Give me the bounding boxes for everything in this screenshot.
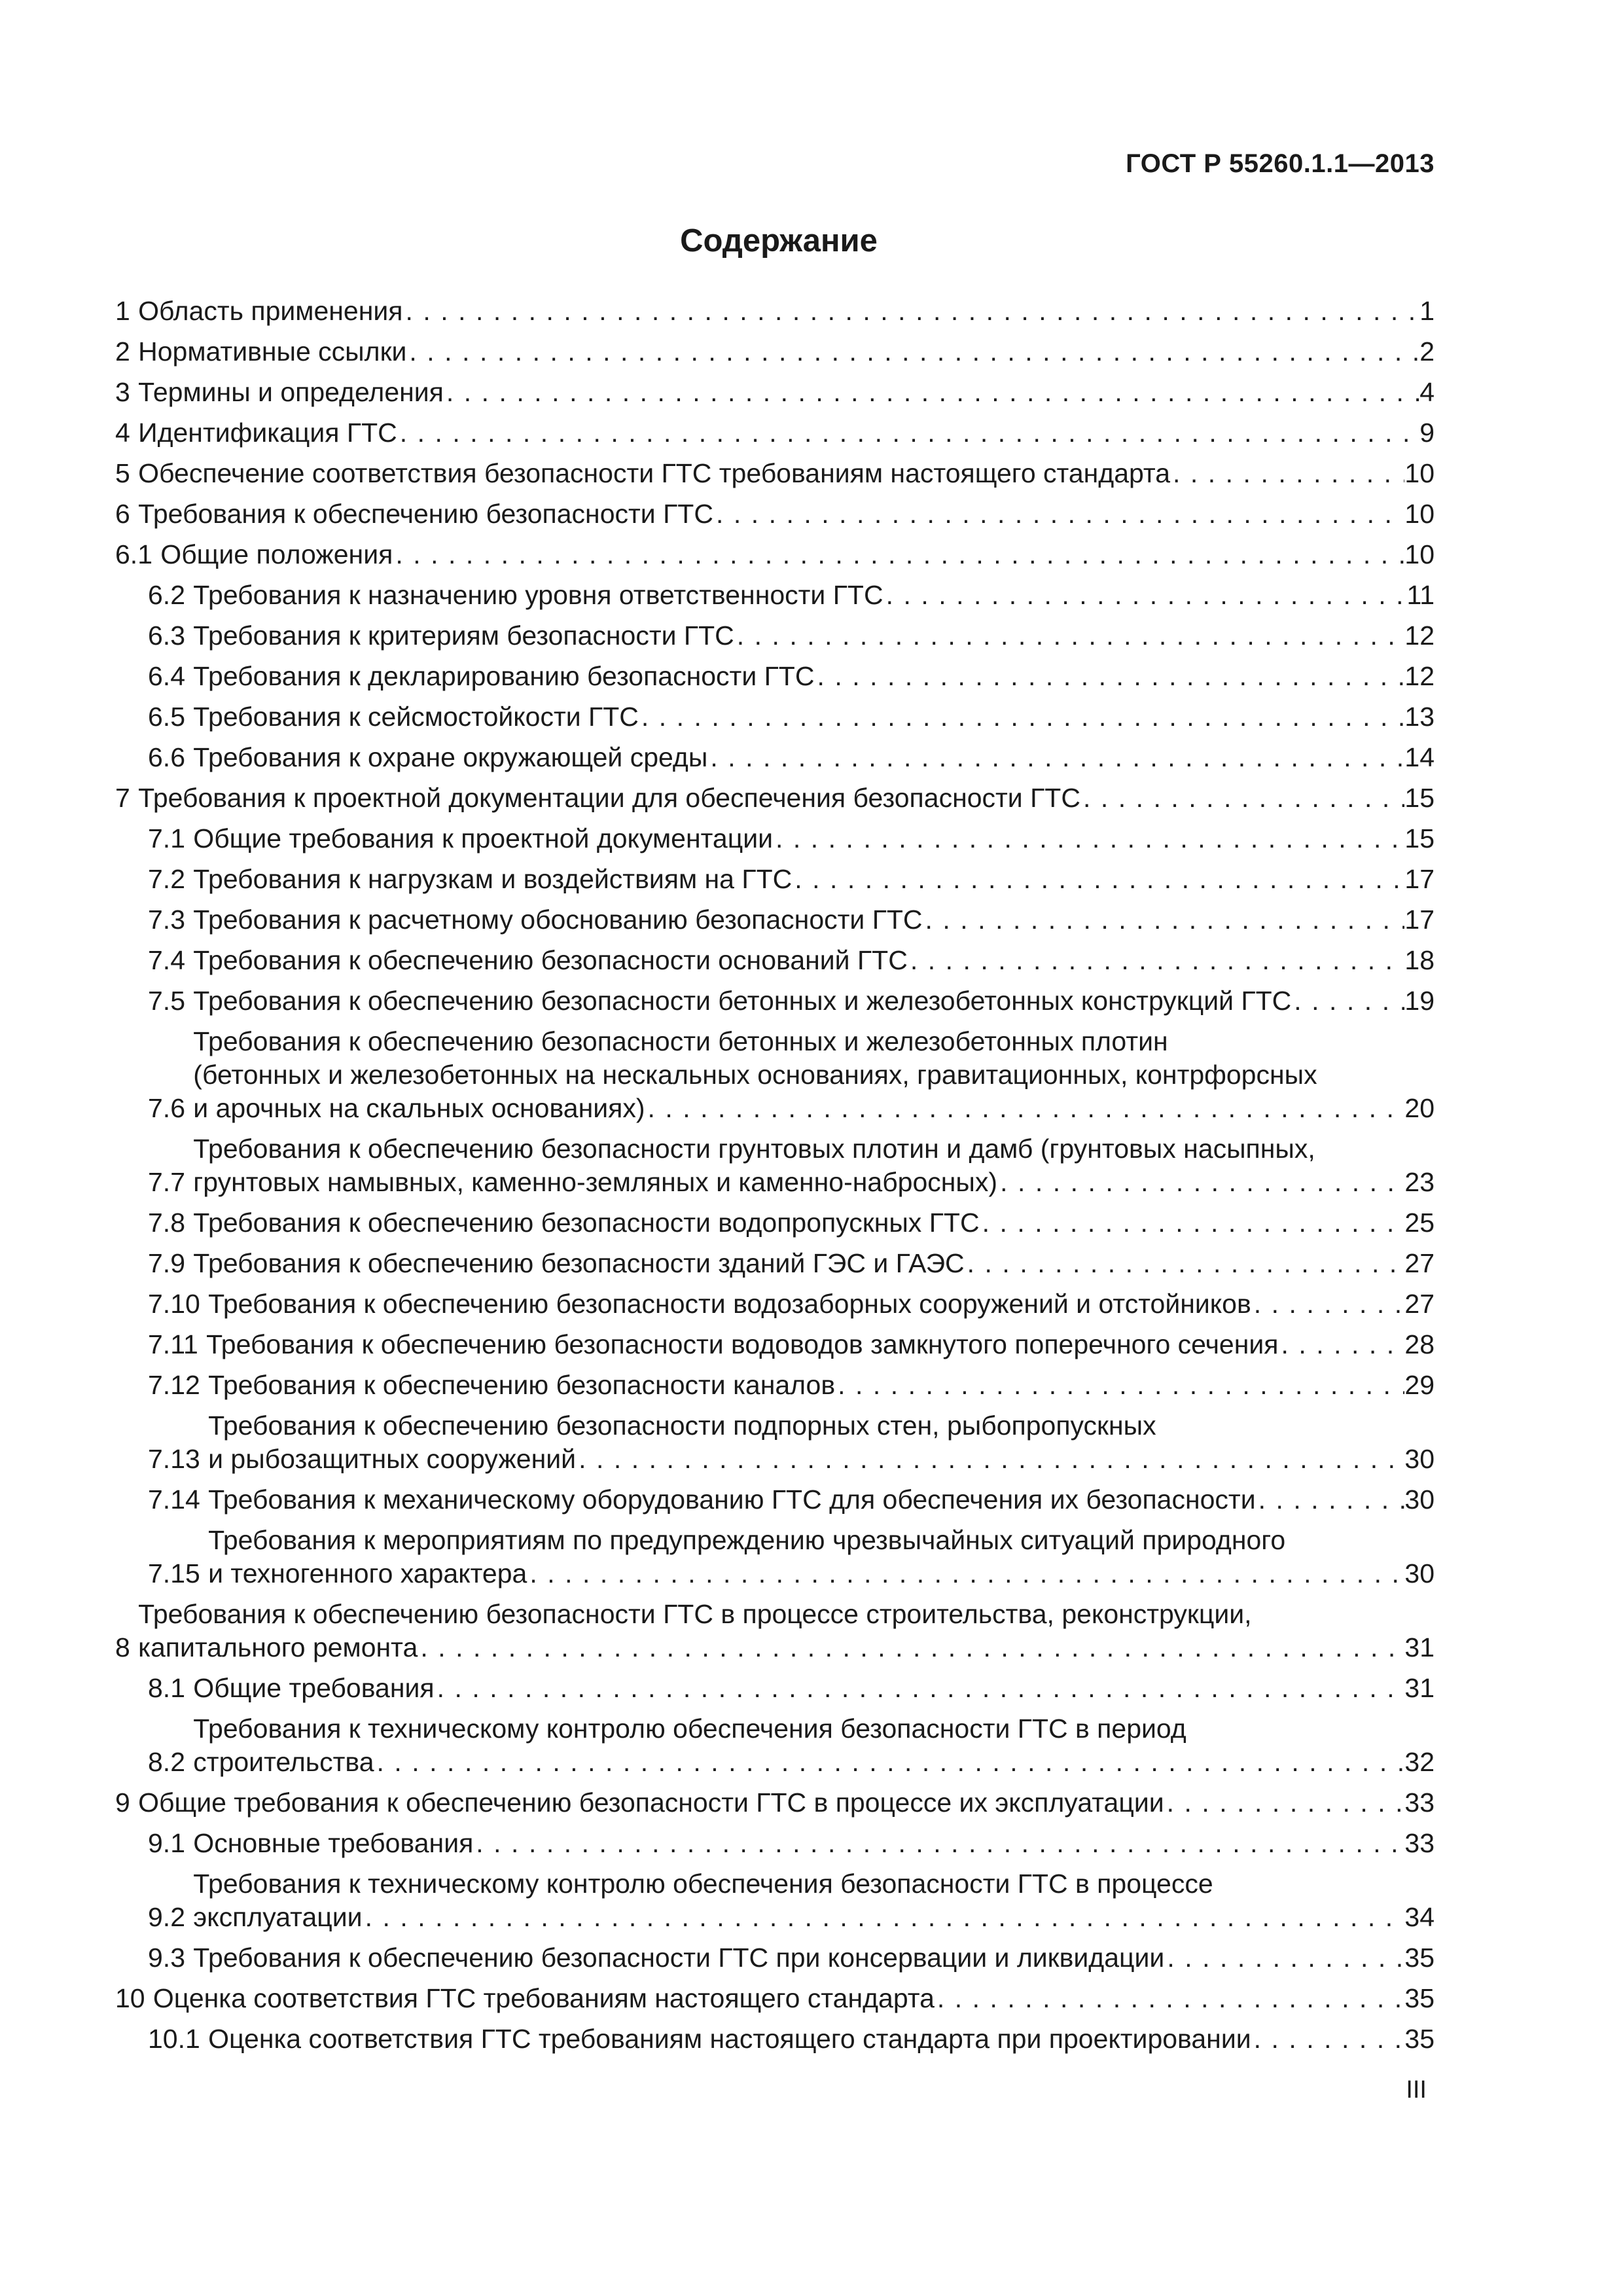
- toc-entry-title: эксплуатации: [193, 1902, 363, 1932]
- toc-entry[interactable]: [115, 1712, 1435, 1779]
- toc-entry-title: Нормативные ссылки: [138, 336, 407, 367]
- dot-leader: [1167, 1941, 1404, 1975]
- dot-leader: [838, 1369, 1404, 1402]
- dot-leader: [925, 903, 1405, 937]
- toc-entry[interactable]: [115, 863, 1435, 896]
- toc-entry-page: 2: [1419, 336, 1435, 367]
- toc-entry-number: 7.3: [148, 905, 185, 935]
- toc-entry-page: 19: [1404, 986, 1435, 1016]
- toc-entry-number: 7.10: [148, 1289, 200, 1319]
- toc-entry-page: 30: [1404, 1558, 1435, 1588]
- toc-entry-number: 9.3: [148, 1943, 185, 1973]
- dot-leader: [1173, 457, 1404, 490]
- toc-entry[interactable]: [115, 1598, 1435, 1664]
- toc-entry-title: Требования к охране окружающей среды: [193, 742, 708, 772]
- toc-entry-title: Требования к декларированию безопасности ГТС: [193, 661, 815, 691]
- toc-entry[interactable]: [115, 781, 1435, 815]
- toc-entry-title: Обеспечение соответствия безопасности ГТС требованиям настоящего стандарта: [138, 458, 1171, 488]
- toc-entry-page: 18: [1404, 945, 1435, 975]
- dot-leader: [910, 944, 1405, 977]
- toc-entry-number: 8.1: [148, 1673, 185, 1703]
- toc-entry-number: 6.6: [148, 742, 185, 772]
- toc-entry-page: 17: [1404, 864, 1435, 894]
- toc-entry[interactable]: [115, 579, 1435, 612]
- toc-entry-page: 10: [1404, 499, 1435, 529]
- toc-entry-title: (бетонных и железобетонных на нескальных основаниях, гравитационных, контрфорсных: [193, 1060, 1317, 1090]
- toc-entry-number: 9.1: [148, 1828, 185, 1858]
- toc-entry[interactable]: [115, 1524, 1435, 1590]
- toc-entry[interactable]: [115, 295, 1435, 328]
- toc-entry[interactable]: [115, 1827, 1435, 1860]
- toc-entry-title: и техногенного характера: [208, 1558, 527, 1588]
- toc-entry[interactable]: [115, 984, 1435, 1018]
- toc-entry-number: 6.2: [148, 580, 185, 610]
- toc-entry-number: 6.3: [148, 620, 185, 651]
- toc-entry-page: 35: [1404, 1983, 1435, 2013]
- toc-entry-number: 7.1: [148, 823, 185, 853]
- toc-entry[interactable]: [115, 1941, 1435, 1975]
- dot-leader: [794, 863, 1404, 896]
- toc-entry-number: 6.1: [115, 539, 152, 569]
- dot-leader: [982, 1206, 1405, 1240]
- toc-entry-page: 25: [1404, 1208, 1435, 1238]
- dot-leader: [886, 579, 1407, 612]
- toc-entry-page: 23: [1404, 1167, 1435, 1197]
- dot-leader: [1000, 1166, 1404, 1199]
- toc-entry[interactable]: [115, 1328, 1435, 1361]
- toc-entry-title: Требования к обеспечению безопасности каналов: [208, 1370, 836, 1400]
- toc-entry-title: Термины и определения: [138, 377, 444, 407]
- toc-entry-number: 7.8: [148, 1208, 185, 1238]
- toc-entry-page: 15: [1404, 783, 1435, 813]
- toc-entry-title: Требования к обеспечению безопасности ГТС при консервации и ликвидации: [193, 1943, 1165, 1973]
- toc-entry-page: 35: [1404, 1943, 1435, 1973]
- toc-entry-number: 7.2: [148, 864, 185, 894]
- dot-leader: [405, 295, 1419, 328]
- toc-entry-page: 34: [1404, 1902, 1435, 1932]
- toc-entry[interactable]: [115, 822, 1435, 855]
- toc-entry-title: Требования к обеспечению безопасности ГТС: [138, 499, 713, 529]
- toc-entry[interactable]: [115, 335, 1435, 368]
- table-of-contents: [115, 295, 1435, 2056]
- toc-entry-title: Требования к обеспечению безопасности водопропускных ГТС: [193, 1208, 980, 1238]
- toc-entry[interactable]: [115, 741, 1435, 774]
- toc-entry-title: Требования к техническому контролю обеспечения безопасности ГТС в процессе: [193, 1869, 1213, 1899]
- toc-entry-page: 35: [1404, 2024, 1435, 2054]
- toc-entry-page: 13: [1404, 702, 1435, 732]
- toc-entry-page: 31: [1404, 1673, 1435, 1703]
- toc-entry-page: 30: [1404, 1444, 1435, 1474]
- toc-entry-title: Общие требования к обеспечению безопасности ГТС в процессе их эксплуатации: [138, 1787, 1164, 1818]
- toc-entry[interactable]: [115, 1206, 1435, 1240]
- dot-leader: [437, 1672, 1405, 1705]
- toc-entry-title: и арочных на скальных основаниях): [193, 1093, 645, 1123]
- toc-entry-number: 9: [115, 1787, 130, 1818]
- page-title: Содержание: [680, 223, 878, 259]
- toc-entry-number: 10: [115, 1983, 145, 2013]
- toc-entry[interactable]: [115, 944, 1435, 977]
- toc-entry-title: капитального ремонта: [138, 1632, 418, 1662]
- dot-leader: [1083, 781, 1404, 815]
- toc-entry-title: Требования к мероприятиям по предупреждению чрезвычайных ситуаций природного: [208, 1525, 1286, 1555]
- toc-entry-page: 28: [1404, 1329, 1435, 1359]
- toc-entry[interactable]: [115, 1483, 1435, 1516]
- toc-entry-title: Требования к обеспечению безопасности бетонных и железобетонных конструкций ГТС: [193, 986, 1292, 1016]
- toc-entry-page: 32: [1404, 1747, 1435, 1777]
- toc-entry-title: Требования к обеспечению безопасности подпорных стен, рыбопропускных: [208, 1410, 1156, 1441]
- toc-entry-page: 30: [1404, 1484, 1435, 1515]
- toc-entry-title: Общие требования: [193, 1673, 435, 1703]
- dot-leader: [1258, 1483, 1405, 1516]
- dot-leader: [1281, 1328, 1404, 1361]
- toc-entry[interactable]: [115, 2022, 1435, 2056]
- dot-leader: [446, 376, 1419, 409]
- toc-entry-page: 12: [1404, 661, 1435, 691]
- toc-entry-page: 10: [1404, 539, 1435, 569]
- toc-entry-number: 7.12: [148, 1370, 200, 1400]
- dot-leader: [776, 822, 1404, 855]
- toc-entry-title: Требования к обеспечению безопасности зданий ГЭС и ГАЭС: [193, 1248, 965, 1278]
- toc-entry-title: грунтовых намывных, каменно-земляных и каменно-набросных): [193, 1167, 998, 1197]
- dot-leader: [377, 1746, 1405, 1779]
- toc-entry[interactable]: [115, 1025, 1435, 1125]
- dot-leader: [1294, 984, 1404, 1018]
- toc-entry[interactable]: [115, 619, 1435, 653]
- dot-leader: [967, 1247, 1405, 1280]
- toc-entry-number: 7.15: [148, 1558, 200, 1588]
- toc-entry[interactable]: [115, 660, 1435, 693]
- toc-entry-title: Требования к сейсмостойкости ГТС: [193, 702, 639, 732]
- toc-entry-title: Требования к обеспечению безопасности оснований ГТС: [193, 945, 908, 975]
- toc-entry-title: Область применения: [138, 296, 403, 326]
- toc-entry-page: 27: [1404, 1248, 1435, 1278]
- page-number: III: [1406, 2076, 1427, 2104]
- toc-entry-number: 1: [115, 296, 130, 326]
- dot-leader: [716, 497, 1404, 531]
- toc-entry-title: Общие требования к проектной документации: [193, 823, 774, 853]
- dot-leader: [579, 1443, 1404, 1476]
- toc-entry[interactable]: [115, 1287, 1435, 1321]
- toc-entry-page: 10: [1404, 458, 1435, 488]
- toc-entry-page: 33: [1404, 1828, 1435, 1858]
- toc-entry-number: 6.5: [148, 702, 185, 732]
- toc-entry[interactable]: [115, 376, 1435, 409]
- toc-entry-page: 15: [1404, 823, 1435, 853]
- toc-entry-title: Оценка соответствия ГТС требованиям настоящего стандарта: [152, 1983, 935, 2013]
- toc-entry[interactable]: [115, 1247, 1435, 1280]
- toc-entry-title: Требования к расчетному обоснованию безопасности ГТС: [193, 905, 923, 935]
- dot-leader: [420, 1631, 1404, 1664]
- toc-entry-number: 10.1: [148, 2024, 200, 2054]
- toc-entry-title: строительства: [193, 1747, 374, 1777]
- toc-entry-title: Требования к обеспечению безопасности водоводов замкнутого поперечного сечения: [206, 1329, 1279, 1359]
- toc-entry-number: 7.5: [148, 986, 185, 1016]
- toc-entry[interactable]: [115, 416, 1435, 450]
- toc-entry-title: Требования к проектной документации для обеспечения безопасности ГТС: [138, 783, 1080, 813]
- dot-leader: [1254, 2022, 1405, 2056]
- toc-entry[interactable]: [115, 538, 1435, 571]
- toc-entry[interactable]: [115, 497, 1435, 531]
- toc-entry-title: и рыбозащитных сооружений: [208, 1444, 577, 1474]
- dot-leader: [529, 1557, 1404, 1590]
- toc-entry-number: 8.2: [148, 1747, 185, 1777]
- toc-entry[interactable]: [115, 700, 1435, 734]
- toc-entry-page: 14: [1404, 742, 1435, 772]
- toc-entry-title: Оценка соответствия ГТС требованиям настоящего стандарта при проектировании: [208, 2024, 1251, 2054]
- dot-leader: [648, 1092, 1405, 1125]
- dot-leader: [710, 741, 1404, 774]
- toc-entry[interactable]: [115, 1867, 1435, 1934]
- toc-entry-title: Идентификация ГТС: [138, 418, 397, 448]
- dot-leader: [737, 619, 1405, 653]
- toc-entry[interactable]: [115, 1409, 1435, 1476]
- toc-entry-number: 4: [115, 418, 130, 448]
- toc-entry-title: Требования к назначению уровня ответственности ГТС: [193, 580, 883, 610]
- toc-entry-page: 33: [1404, 1787, 1435, 1818]
- dot-leader: [1167, 1786, 1405, 1820]
- toc-entry-number: 6: [115, 499, 130, 529]
- toc-entry[interactable]: [115, 1672, 1435, 1705]
- toc-entry-page: 11: [1406, 580, 1435, 610]
- dot-leader: [817, 660, 1404, 693]
- toc-entry-title: Общие положения: [160, 539, 393, 569]
- toc-entry[interactable]: [115, 1132, 1435, 1199]
- toc-entry-page: 20: [1404, 1093, 1435, 1123]
- toc-entry-page: 12: [1404, 620, 1435, 651]
- toc-entry-title: Требования к техническому контролю обеспечения безопасности ГТС в период: [193, 1713, 1186, 1744]
- toc-entry-number: 9.2: [148, 1902, 185, 1932]
- toc-entry-number: 7.6: [148, 1093, 185, 1123]
- toc-entry-page: 29: [1404, 1370, 1435, 1400]
- toc-entry-title: Требования к обеспечению безопасности грунтовых плотин и дамб (грунтовых насыпных,: [193, 1134, 1315, 1164]
- toc-entry-page: 31: [1404, 1632, 1435, 1662]
- toc-entry-number: 7: [115, 783, 130, 813]
- toc-entry-number: 7.7: [148, 1167, 185, 1197]
- toc-entry-number: 7.13: [148, 1444, 200, 1474]
- dot-leader: [937, 1982, 1405, 2015]
- toc-entry-title: Требования к обеспечению безопасности водозаборных сооружений и отстойников: [208, 1289, 1251, 1319]
- toc-entry-title: Требования к обеспечению безопасности бетонных и железобетонных плотин: [193, 1026, 1168, 1056]
- toc-entry[interactable]: [115, 1369, 1435, 1402]
- toc-entry-page: 17: [1404, 905, 1435, 935]
- toc-entry-page: 9: [1419, 418, 1435, 448]
- toc-entry-page: 4: [1419, 377, 1435, 407]
- toc-entry-number: 8: [115, 1632, 130, 1662]
- toc-entry[interactable]: [115, 903, 1435, 937]
- toc-entry-number: 2: [115, 336, 130, 367]
- dot-leader: [395, 538, 1404, 571]
- toc-entry-title: Требования к механическому оборудованию ГТС для обеспечения их безопасности: [208, 1484, 1256, 1515]
- toc-entry[interactable]: [115, 1982, 1435, 2015]
- dot-leader: [476, 1827, 1404, 1860]
- document-code: ГОСТ Р 55260.1.1—2013: [1126, 149, 1435, 178]
- toc-entry-number: 7.4: [148, 945, 185, 975]
- toc-entry-number: 7.11: [148, 1329, 198, 1359]
- toc-entry-title: Требования к обеспечению безопасности ГТС в процессе строительства, реконструкции,: [138, 1599, 1252, 1629]
- toc-entry[interactable]: [115, 457, 1435, 490]
- toc-entry-title: Требования к нагрузкам и воздействиям на ГТС: [193, 864, 793, 894]
- toc-entry-page: 1: [1419, 296, 1435, 326]
- toc-entry-number: 7.14: [148, 1484, 200, 1515]
- dot-leader: [1254, 1287, 1405, 1321]
- dot-leader: [365, 1901, 1405, 1934]
- toc-entry-number: 7.9: [148, 1248, 185, 1278]
- dot-leader: [641, 700, 1404, 734]
- toc-entry-page: 27: [1404, 1289, 1435, 1319]
- dot-leader: [409, 335, 1419, 368]
- dot-leader: [400, 416, 1419, 450]
- toc-entry-number: 6.4: [148, 661, 185, 691]
- toc-entry-number: 5: [115, 458, 130, 488]
- toc-entry-title: Требования к критериям безопасности ГТС: [193, 620, 734, 651]
- toc-entry[interactable]: [115, 1786, 1435, 1820]
- toc-entry-number: 3: [115, 377, 130, 407]
- toc-entry-title: Основные требования: [193, 1828, 474, 1858]
